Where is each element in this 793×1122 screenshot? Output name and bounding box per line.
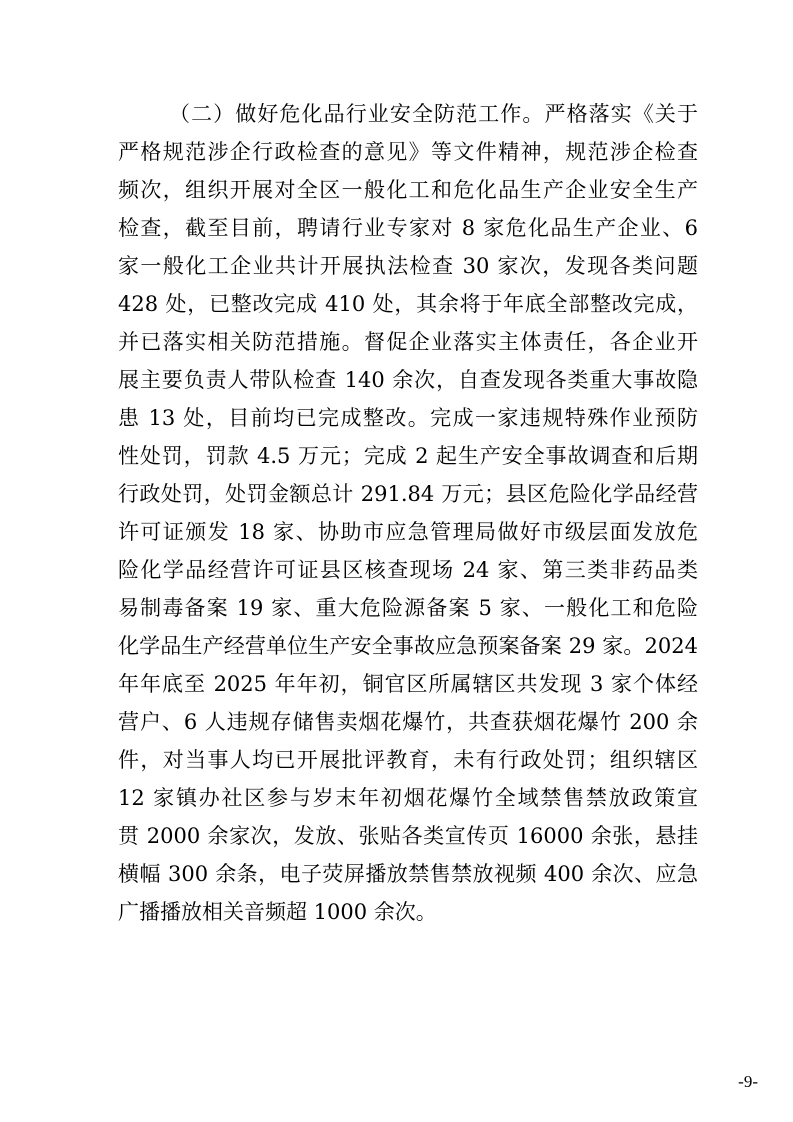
paragraph-line: 易制毒备案 19 家、重大危险源备案 5 家、一般化工和危险 (118, 596, 698, 620)
paragraph-line: 性处罚，罚款 4.5 万元；完成 2 起生产安全事故调查和后期 (118, 444, 698, 468)
paragraph-line: 428 处，已整改完成 410 处，其余将于年底全部整改完成， (118, 292, 698, 316)
paragraph-line: 营户、6 人违规存储售卖烟花爆竹，共查获烟花爆竹 200 余 (118, 710, 698, 734)
paragraph-line: 家一般化工企业共计开展执法检查 30 家次，发现各类问题 (118, 254, 698, 278)
paragraph-line: 严格规范涉企行政检查的意见》等文件精神，规范涉企检查 (118, 140, 698, 164)
paragraph-line: 频次，组织开展对全区一般化工和危化品生产企业安全生产 (118, 178, 698, 202)
paragraph-line: 件，对当事人均已开展批评教育，未有行政处罚；组织辖区 (118, 748, 698, 772)
paragraph-line: 12 家镇办社区参与岁末年初烟花爆竹全域禁售禁放政策宣 (118, 786, 698, 810)
paragraph-line: 展主要负责人带队检查 140 余次，自查发现各类重大事故隐 (118, 368, 698, 392)
paragraph-line: 广播播放相关音频超 1000 余次。 (118, 900, 437, 924)
paragraph-line: 行政处罚，处罚金额总计 291.84 万元；县区危险化学品经营 (118, 482, 698, 506)
body-paragraph (118, 95, 698, 931)
paragraph-line: 年年底至 2025 年年初，铜官区所属辖区共发现 3 家个体经 (118, 672, 698, 696)
paragraph-line: 贯 2000 余家次，发放、张贴各类宣传页 16000 余张，悬挂 (118, 824, 698, 848)
paragraph-line: 患 13 处，目前均已完成整改。完成一家违规特殊作业预防 (118, 406, 698, 430)
paragraph-line: 检查，截至目前，聘请行业专家对 8 家危化品生产企业、6 (118, 216, 698, 240)
page-number: -9- (738, 1072, 758, 1091)
paragraph-line: 横幅 300 余条，电子荧屏播放禁售禁放视频 400 余次、应急 (118, 862, 698, 886)
paragraph-line: 险化学品经营许可证县区核查现场 24 家、第三类非药品类 (118, 558, 698, 582)
paragraph-line: 并已落实相关防范措施。督促企业落实主体责任，各企业开 (118, 330, 698, 354)
paragraph-line: （二）做好危化品行业安全防范工作。严格落实《关于 (169, 102, 698, 126)
paragraph-line: 许可证颁发 18 家、协助市应急管理局做好市级层面发放危 (118, 520, 698, 544)
paragraph-line: 化学品生产经营单位生产安全事故应急预案备案 29 家。2024 (118, 634, 698, 658)
